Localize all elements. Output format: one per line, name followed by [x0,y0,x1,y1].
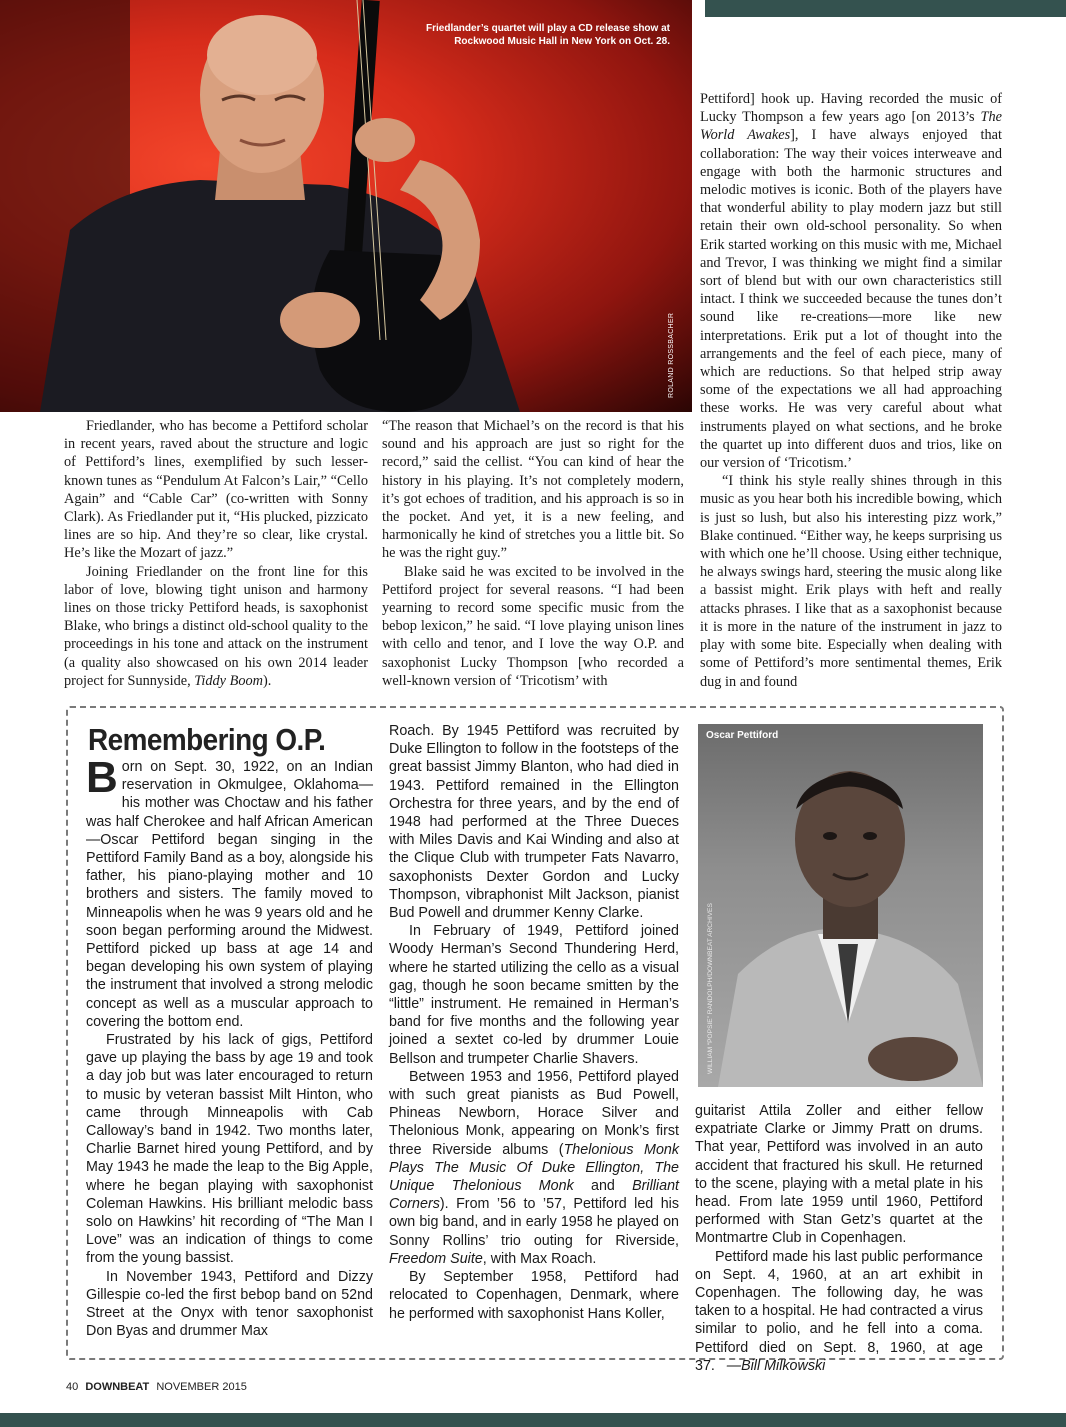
sidebar-paragraph: Roach. By 1945 Pettiford was recruited by Duke Ellington to follow in the footsteps of the great bassist Jimmy Blanton, who had died in 1943. Pettiford remained in the Ellington Orchestra for three years, and by the end of 1948 had performed at the Three Dueces with Miles Davis and Kai Winding and also at the Clique Club with trumpeter Fats Navarro, saxophonists Dexter Gordon and Lucky Thompson, vibraphonist Milt Jackson, pianist Bud Powell and drummer Kenny Clarke. [389,723,679,922]
oscar-photo-caption: Oscar Pettiford [706,730,779,741]
article-paragraph [700,90,1002,472]
article-column-1 [64,417,368,690]
article-column-2 [382,417,684,690]
byline: —Bill Milkowski [726,1357,826,1374]
article-text: ], I have always enjoyed that collaboration: The way their voices interweave and engage with both the harmonic structures and melodic motives is iconic. Both of the players have that wonderful ability to play modern jazz but still retain their own old-school personality. So when Erik started working on this music with me, Michael and Trevor, I was thinking we might find a similar sort of blend but with our own characteristics still intact. I think we succeeded because the tunes don’t sound like re-creations—more like new interpretations. Erik put a lot of thought into the arrangements and the feel of each piece, many of which are reductions. So that helped strip away some of the expectations we all had approaching these works. He was very careful about what instruments played on what sections, and he broke the quartet up into different duos and trios, like on our version of ‘Tricotism.’ [700,127,1002,472]
sidebar-paragraph: In February of 1949, Pettiford joined Woody Herman’s Second Thundering Herd, where he started utilizing the cello as a visual gag, though he soon became smitten by the “little” instrument. He remained in Herman’s band for five months and the following year joined a sextet co-led by drummer Louie Bellson and trumpeter Charlie Shavers. [389,923,679,1067]
cellist-illustration [0,0,692,412]
drop-cap: B [86,753,118,802]
issue-date: NOVEMBER 2015 [156,1381,247,1393]
article-column-3 [700,90,1002,691]
article-paragraph: “I think his style really shines through in this music as you hear both his incredible bowing, which is just so lush, but also his interesting pizz work,” Blake continued. “Either way, he keeps surprising us with which one he’ll choose. Using either technique, he always swings hard, steering the music along like a bassist might. Erik plays with heft and really attacks phrases. I like that as a saxophonist because it is more in the nature of the instrument in jazz to play with some bite. Especially when dealing with some of Pettiford’s more sentimental themes, Erik dug in and found [700,473,1003,690]
sidebar-paragraph [389,1068,679,1268]
photo-credit: ROLAND ROSSBACHER [668,312,675,398]
sidebar-text: Pettiford made his last public performance on Sept. 4, 1960, at an art exhibit in Copenhagen. The following day, he was taken to a hospital. He had contracted a virus similar to polio, and he fell into a coma. Pettiford died on Sept. 8, 1960, at age 37. [695,1248,983,1374]
article-paragraph: Friedlander, who has become a Pettiford scholar in recent years, raved about the structure and logic of Pettiford’s lines, exemplified by such lesser-known tunes as “Pendulum At Falcon’s Lair,” “Cello Again” and “Cable Car” (co-written with Sonny Clark). As Friedlander put it, “His plucked, pizzicato lines are so hip. And they’re so clear, like crystal. He’s like the Mozart of jazz.” [64,418,368,562]
sidebar-column-3 [695,1102,983,1375]
sidebar-text: Between 1953 and 1956, Pettiford played with such great pianists as Bud Powell, Phineas Newborn, Horace Silver and Thelonious Monk, appearing on Monk’s first three Riverside albums ( [389,1068,679,1158]
sidebar-paragraph: By September 1958, Pettiford had relocated to Copenhagen, Denmark, where he performed with saxophonist Hans Koller, [389,1269,679,1322]
sidebar-paragraph [86,753,373,1031]
oscar-pettiford-photo [698,724,983,1087]
article-paragraph [64,563,368,690]
article-text: Joining Friedlander on the front line for this labor of love, blowing tight unison and harmony lines on those tricky Pettiford heads, is saxophonist Blake, who brings a distinct old-school quality to the proceedings in his tone and attack on the instrument (a quality also showcased on his own 2014 leader project for Sunnyside, [64,563,368,689]
sidebar-column-2 [389,722,679,1323]
page-number: 40 [66,1381,79,1393]
sidebar-title: Remembering O.P. [88,722,326,757]
sidebar-paragraph: guitarist Attila Zoller and either fellow expatriate Clarke or Jimmy Pratt on drums. That year, Pettiford was involved in an auto accident that fractured his skull. He returned to the scene, playing with a metal plate in his head. From late 1959 until 1960, Pettiford performed with Stan Getz’s quartet at the Montmartre Club in Copenhagen. [695,1103,983,1247]
cellist-photo [0,0,692,412]
album-title: Thelonious Monk Plays The Music Of Duke Ellington, The Unique Thelonious Monk [389,1141,679,1195]
sidebar-text: orn on Sept. 30, 1922, on an Indian reservation in Okmulgee, Oklahoma—his mother was Choctaw and his father was half Cherokee and half African American—Oscar Pettiford began singing in the Pettiford Family Band as a boy, alongside his father, his piano-playing mother and 10 brothers and sisters. The family moved to Minneapolis when he was 9 years old and he soon began performing around the Midwest. Pettiford picked up bass at age 14 and began developing his own system of playing the instrument that involved a strong melodic concept as well as a muscular approach to covering the bottom end. [86,759,373,1030]
sidebar-text: , with Max Roach. [482,1250,597,1267]
article-text: ). [262,672,272,689]
album-title: Freedom Suite [389,1250,483,1267]
album-title: Tiddy Boom [194,672,263,689]
magazine-name: DOWNBEAT [85,1381,150,1393]
article-paragraph: Blake said he was excited to be involved in the Pettiford project for several reasons. “I had been yearning to record some specific music from the bebop lexicon,” he said. “I love playing unison lines with cello and tenor, and I love the way O.P. and saxophonist Lucky Thompson [who recorded a well-known version of ‘Tricotism’ with [382,563,684,689]
page-footer [66,1381,247,1393]
portrait-illustration [698,724,983,1087]
sidebar-text: ). From ’56 to ’57, Pettiford led his own big band, and in early 1958 he played on Sonny Rollins’ trio outing for Riverside, [389,1196,679,1249]
album-title: The World Awakes [700,109,1002,144]
oscar-photo-credit: WILLIAM “POPSIE” RANDOLPH/DOWNBEAT ARCHIVES [707,903,714,1074]
photo-caption [410,22,670,48]
article-paragraph: “The reason that Michael’s on the record is that his sound and his approach are just so right for the record,” said the cellist. “You can kind of hear the history in his playing. It’s not completely modern, it’s got echoes of tradition, and his approach is so in the pocket. And yet, it is a new feeling, and harmonically he kind of stretches you a little bit. So he was the right guy.” [382,418,684,562]
sidebar-text: and [573,1178,633,1195]
sidebar-paragraph: In November 1943, Pettiford and Dizzy Gillespie co-led the first bebop band on 52nd Street at the Onyx with tenor saxophonist Don Byas and drummer Max [86,1268,373,1340]
bottom-decorative-bar [0,1413,1066,1427]
photo-caption-line2: Rockwood Music Hall in New York on Oct. 28. [454,36,670,47]
album-title: Brilliant Corners [389,1178,679,1213]
top-decorative-bar [705,0,1066,17]
sidebar-paragraph [695,1248,983,1375]
sidebar-column-1 [86,753,373,1341]
photo-caption-line1: Friedlander’s quartet will play a CD release show at [426,23,670,34]
sidebar-paragraph: Frustrated by his lack of gigs, Pettiford gave up playing the bass by age 19 and took a day job but was later encouraged to return to music by veteran bassist Milt Hinton, who came through Minneapolis with Cab Calloway’s band in 1942. Two months later, Charlie Barnet hired young Pettiford, and by May 1943 he made the leap to the Big Apple, where he began playing with saxophonist Coleman Hawkins. His brilliant melodic bass solo on Hawkins’ hit recording of “The Man I Love” was an indication of things to come from the young bassist. [86,1032,373,1267]
article-text: Pettiford] hook up. Having recorded the music of Lucky Thompson a few years ago [on 2013’s [700,91,1002,126]
